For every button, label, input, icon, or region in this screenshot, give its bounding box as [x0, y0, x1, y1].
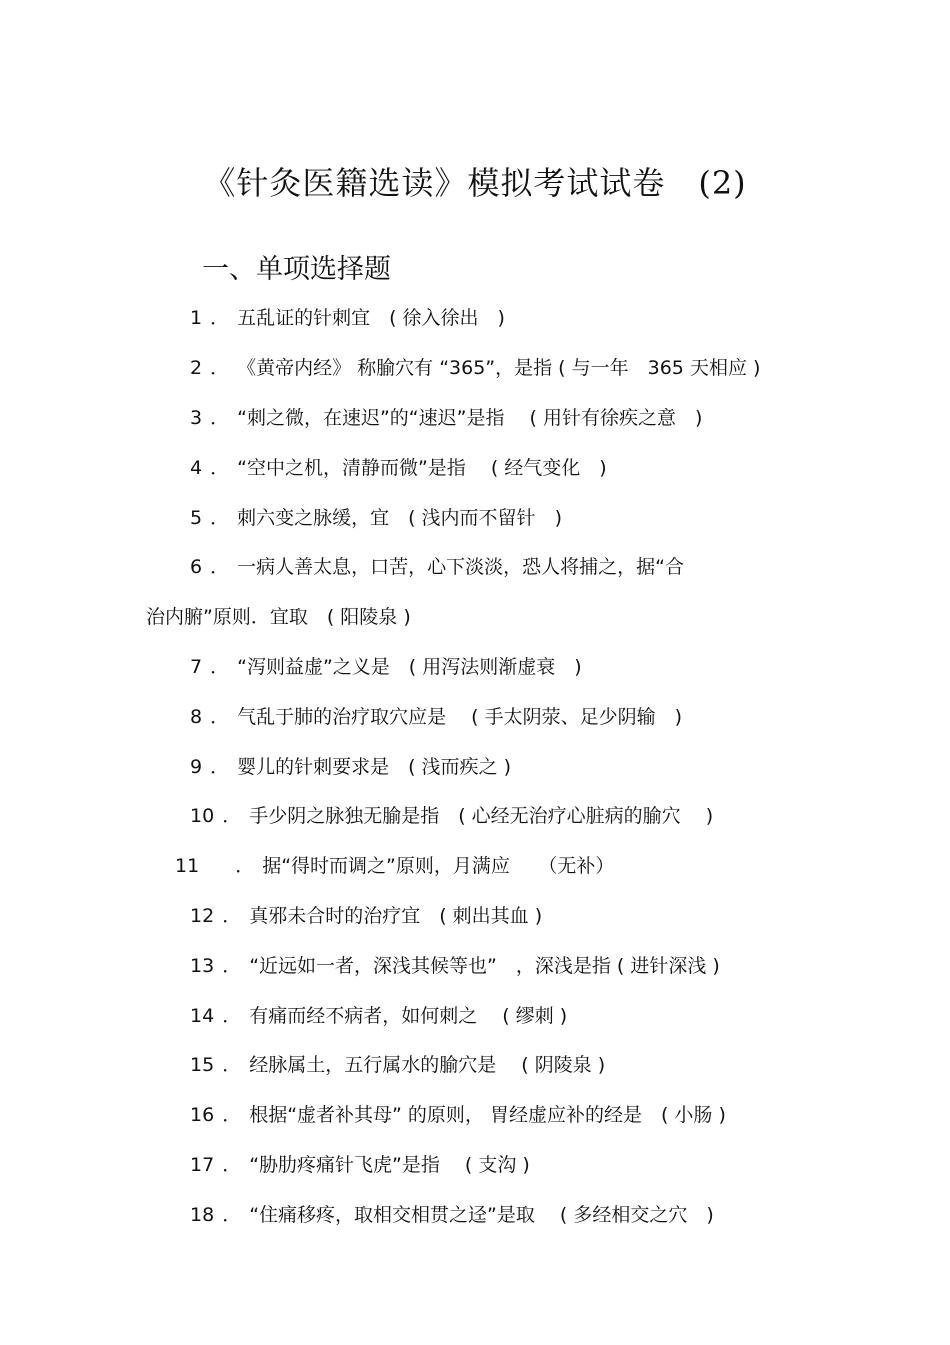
question-text: 《黄帝内经》 称腧穴有 “365”，是指 ( 与一年 365 天相应 ) [237, 357, 761, 379]
question-number: 8 [190, 706, 203, 728]
question-text: 真邪未合时的治疗宜 ( 刺出其血 ) [249, 905, 543, 927]
question-number: 18 [190, 1204, 215, 1226]
question-text: “胁肋疼痛针飞虎”是指 ( 支沟 ) [249, 1154, 530, 1176]
question-5: 5 ． 刺六变之脉缓，宜 ( 浅内而不留针 ) [190, 507, 562, 529]
question-6-continuation: 治内腑”原则．宜取 ( 阳陵泉 ) [146, 606, 411, 628]
question-number: 13 [190, 955, 215, 977]
section-heading: 一、单项选择题 [202, 254, 391, 285]
question-text: 经脉属土，五行属水的腧穴是 ( 阴陵泉 ) [249, 1054, 606, 1076]
question-text: 有痛而经不病者，如何刺之 ( 缪刺 ) [249, 1005, 568, 1027]
question-1: 1 ． 五乱证的针刺宜 ( 徐入徐出 ) [190, 307, 505, 329]
question-number: 1 [190, 307, 203, 329]
question-text: “泻则益虚”之义是 ( 用泻法则渐虚衰 ) [237, 656, 582, 678]
question-number: 16 [190, 1104, 215, 1126]
question-text: 刺六变之脉缓，宜 ( 浅内而不留针 ) [237, 507, 562, 529]
question-text: 手少阴之脉独无腧是指 ( 心经无治疗心脏病的腧穴 ) [249, 805, 714, 827]
question-number: 7 [190, 656, 203, 678]
question-text: 据“得时而调之”原则，月满应 （无补） [262, 855, 615, 877]
question-number: 6 [190, 556, 203, 578]
question-2: 2 ． 《黄帝内经》 称腧穴有 “365”，是指 ( 与一年 365 天相应 ) [190, 357, 761, 379]
question-text: 婴儿的针刺要求是 ( 浅而疾之 ) [237, 756, 512, 778]
document-title: 《针灸医籍选读》模拟考试试卷 (2) [203, 164, 747, 202]
question-6: 6 ． 一病人善太息，口苦，心下淡淡，恐人将捕之，据“合 [190, 556, 684, 578]
question-8: 8 ． 气乱于肺的治疗取穴应是 ( 手太阴荥、足少阴输 ) [190, 706, 683, 728]
question-9: 9 ． 婴儿的针刺要求是 ( 浅而疾之 ) [190, 756, 512, 778]
question-10: 10 ． 手少阴之脉独无腧是指 ( 心经无治疗心脏病的腧穴 ) [190, 805, 714, 827]
question-number: 11 [175, 855, 200, 877]
question-18: 18 ． “住痛移疼，取相交相贯之迳”是取 ( 多经相交之穴 ) [190, 1204, 714, 1226]
question-number: 14 [190, 1005, 215, 1027]
question-number: 3 [190, 407, 203, 429]
question-13: 13 ． “近远如一者，深浅其候等也” ，深浅是指 ( 进针深浅 ) [190, 955, 720, 977]
question-14: 14 ． 有痛而经不病者，如何刺之 ( 缪刺 ) [190, 1005, 568, 1027]
question-number: 10 [190, 805, 215, 827]
question-number: 15 [190, 1054, 215, 1076]
question-7: 7 ． “泻则益虚”之义是 ( 用泻法则渐虚衰 ) [190, 656, 582, 678]
question-17: 17 ． “胁肋疼痛针飞虎”是指 ( 支沟 ) [190, 1154, 530, 1176]
question-text: “空中之机，清静而微”是指 ( 经气变化 ) [237, 457, 607, 479]
question-number: 2 [190, 357, 203, 379]
question-11: 11 ． 据“得时而调之”原则，月满应 （无补） [175, 855, 615, 877]
question-text: “刺之微，在速迟”的“速迟”是指 ( 用针有徐疾之意 ) [237, 407, 703, 429]
question-number: 17 [190, 1154, 215, 1176]
question-12: 12 ． 真邪未合时的治疗宜 ( 刺出其血 ) [190, 905, 543, 927]
question-text: 五乱证的针刺宜 ( 徐入徐出 ) [237, 307, 505, 329]
question-text: 气乱于肺的治疗取穴应是 ( 手太阴荥、足少阴输 ) [237, 706, 683, 728]
question-text: “住痛移疼，取相交相贯之迳”是取 ( 多经相交之穴 ) [249, 1204, 714, 1226]
question-number: 4 [190, 457, 203, 479]
question-number: 9 [190, 756, 203, 778]
question-number: 12 [190, 905, 215, 927]
question-text: 根据“虚者补其母” 的原则， 胃经虚应补的经是 ( 小肠 ) [249, 1104, 726, 1126]
question-number: 5 [190, 507, 203, 529]
question-4: 4 ． “空中之机，清静而微”是指 ( 经气变化 ) [190, 457, 607, 479]
question-3: 3 ． “刺之微，在速迟”的“速迟”是指 ( 用针有徐疾之意 ) [190, 407, 703, 429]
question-text: 一病人善太息，口苦，心下淡淡，恐人将捕之，据“合 [237, 556, 684, 578]
question-text: “近远如一者，深浅其候等也” ，深浅是指 ( 进针深浅 ) [249, 955, 720, 977]
question-16: 16 ． 根据“虚者补其母” 的原则， 胃经虚应补的经是 ( 小肠 ) [190, 1104, 726, 1126]
question-15: 15 ． 经脉属土，五行属水的腧穴是 ( 阴陵泉 ) [190, 1054, 606, 1076]
